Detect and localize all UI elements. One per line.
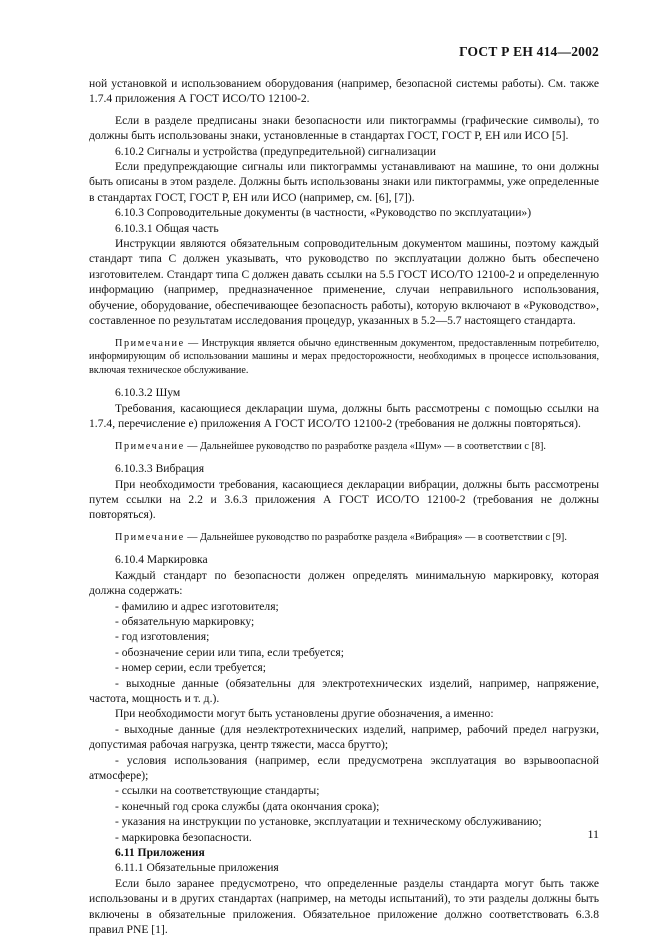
note-label: Примечание — [115, 531, 185, 543]
list-item: - конечный год срока службы (дата окончания срока); — [115, 799, 380, 813]
list-item: - год изготовления; — [115, 630, 210, 644]
paragraph: Требования, касающиеся декларации шума, должны быть рассмотрены с помощью ссылки на 1.7.4, перечисление е) приложения А ГОСТ ИСО/ТО 12100-2 (требования не должны повторяться). — [89, 401, 599, 431]
paragraph: ной установкой и использованием оборудования (например, безопасной системы работы). См. также 1.7.4 приложения А ГОСТ ИСО/ТО 12100-2. — [89, 77, 599, 106]
note-text: — Дальнейшее руководство по разработке раздела «Шум» — в соответствии с [8]. — [184, 440, 546, 452]
page-number: 11 — [587, 827, 599, 841]
note-text: — Инструкция является обычно единственным документом, предоставленным потребителю, информирующим об использовании машины и мерах предосторожности, необходимых в процессе использования, включая техническое обслуживание. — [89, 337, 599, 376]
list-item: - номер серии, если требуется; — [115, 661, 266, 675]
list-item: - ссылки на соответствующие стандарты; — [115, 784, 320, 798]
section-heading: 6.10.3.1 Общая часть — [115, 221, 219, 235]
note-label: Примечание — [115, 440, 185, 452]
list-item: - выходные данные (обязательны для электротехнических изделий, например, напряжение, частота, мощность и т. д.). — [89, 676, 599, 705]
section-heading: 6.10.3 Сопроводительные документы (в частности, «Руководство по эксплуатации») — [115, 206, 532, 220]
page-header: ГОСТ Р ЕН 414—2002 — [459, 44, 599, 59]
list-item: - фамилию и адрес изготовителя; — [115, 599, 279, 613]
paragraph: Если было заранее предусмотрено, что определенные разделы стандарта могут быть также использованы и в других стандартах (например, на методы испытаний), то эти разделы должны быть включены в обязательные приложения. Обязательное приложение должно соответствовать 6.3.8 правил PNE [1]. — [89, 876, 599, 937]
note-label: Примечание — [115, 337, 185, 349]
list-item: - указания на инструкции по установке, эксплуатации и техническому обслуживанию; — [115, 815, 542, 829]
note-text: — Дальнейшее руководство по разработке раздела «Вибрация» — в соответствии с [9]. — [184, 531, 567, 543]
document-body — [89, 76, 599, 937]
paragraph: Если в разделе предписаны знаки безопасности или пиктограммы (графические символы), то должны быть использованы знаки, установленные в стандартах ГОСТ, ГОСТ Р, ЕН или ИСО [5]. — [89, 113, 599, 143]
note — [89, 337, 599, 378]
note — [89, 440, 599, 454]
section-heading: 6.11.1 Обязательные приложения — [115, 861, 279, 875]
section-heading: 6.10.3.2 Шум — [115, 386, 181, 400]
list-item: - выходные данные (для неэлектротехнических изделий, например, рабочий предел нагрузки, допустимая рабочая нагрузка, центр тяжести, масса брутто); — [89, 722, 599, 752]
section-heading: 6.10.3.3 Вибрация — [115, 462, 205, 476]
paragraph: Если предупреждающие сигналы или пиктограммы устанавливают на машине, то они должны быть описаны в этом разделе. Должны быть использованы знаки или пиктограммы, уже определенные в стандартах ГОСТ, ГОСТ Р, ЕН или ИСО (например, см. [6], [7]). — [89, 160, 599, 204]
section-heading: 6.10.2 Сигналы и устройства (предупредительной) сигнализации — [115, 144, 436, 158]
section-heading: 6.10.4 Маркировка — [115, 553, 208, 567]
paragraph: При необходимости могут быть установлены другие обозначения, а именно: — [115, 707, 494, 721]
section-heading: 6.11 Приложения — [115, 846, 205, 860]
paragraph: Инструкции являются обязательным сопроводительным документом машины, поэтому каждый стандарт типа С должен указывать, что руководство по эксплуатации должно быть обеспечено изготовителем. Стандарт типа С должен давать ссылки на 5.5 ГОСТ ИСО/ТО 12100-2 и определенную информацию (например, предназначенное применение, случаи неправильного использования, обучение, оборудование, обеспечивающее безопасность работы), которую включают в «Руководство», составленное по результатам исследования процедур, указанных в 5.2—5.7 настоящего стандарта. — [89, 237, 599, 328]
list-item: - условия использования (например, если предусмотрена эксплуатация во взрывоопасной атмосфере); — [89, 753, 599, 782]
list-item: - маркировка безопасности. — [115, 830, 252, 844]
note — [89, 531, 599, 545]
list-item: - обязательную маркировку; — [115, 614, 255, 628]
list-item: - обозначение серии или типа, если требуется; — [115, 645, 344, 659]
paragraph: Каждый стандарт по безопасности должен определять минимальную маркировку, которая должна содержать: — [89, 568, 599, 598]
paragraph: При необходимости требования, касающиеся декларации вибрации, должны быть рассмотрены путем ссылки на 2.2 и 3.6.3 приложения А ГОСТ ИСО/ТО 12100-2 (требования не должны повторяться). — [89, 477, 599, 522]
